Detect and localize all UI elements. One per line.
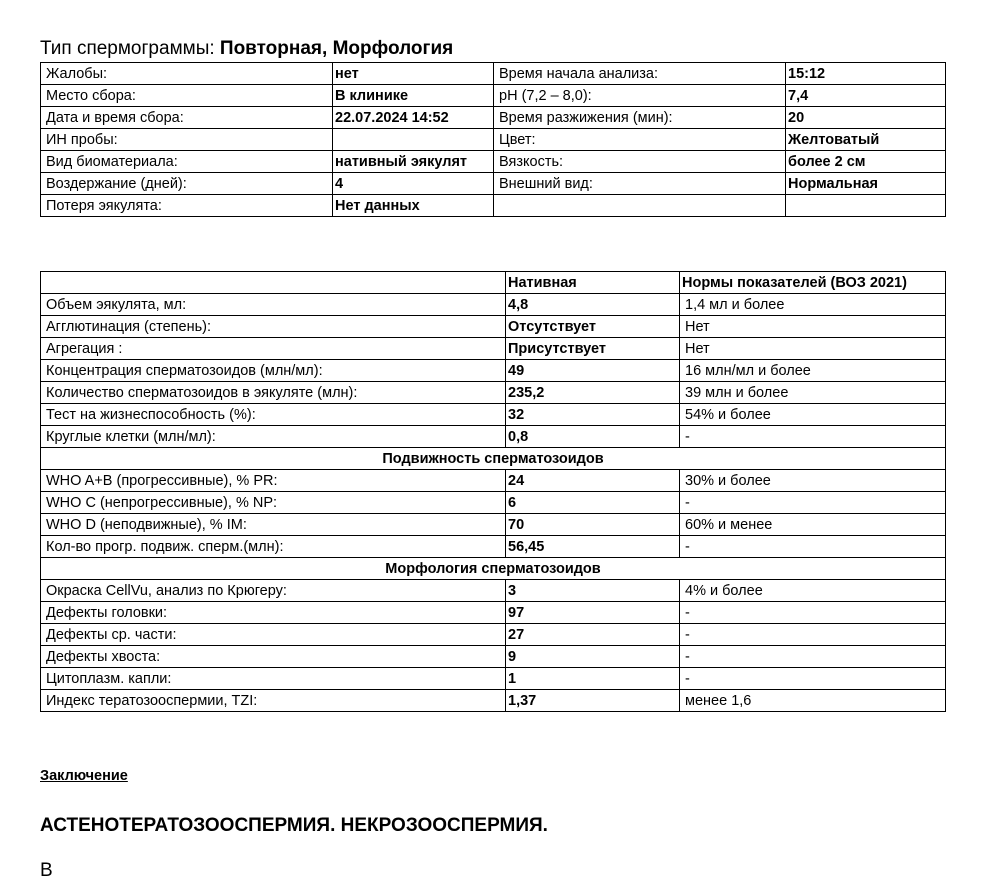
result-value: 1 bbox=[506, 668, 680, 690]
info-label-right: Цвет: bbox=[494, 129, 786, 151]
info-row bbox=[41, 151, 946, 173]
info-label-left: Воздержание (дней): bbox=[41, 173, 333, 195]
result-row bbox=[41, 404, 946, 426]
info-label-left: Место сбора: bbox=[41, 85, 333, 107]
info-row bbox=[41, 129, 946, 151]
info-label-left: Потеря эякулята: bbox=[41, 195, 333, 217]
result-row bbox=[41, 426, 946, 448]
result-row bbox=[41, 492, 946, 514]
section-row bbox=[41, 558, 946, 580]
info-value-right: 20 bbox=[786, 107, 946, 129]
info-label-right bbox=[494, 195, 786, 217]
info-label-right: pH (7,2 – 8,0): bbox=[494, 85, 786, 107]
result-norm: 54% и более bbox=[680, 404, 946, 426]
conclusion-text: АСТЕНОТЕРАТОЗООСПЕРМИЯ. НЕКРОЗООСПЕРМИЯ. bbox=[40, 815, 548, 836]
result-norm: - bbox=[680, 668, 946, 690]
result-label: WHO C (непрогрессивные), % NP: bbox=[41, 492, 506, 514]
result-norm: 60% и менее bbox=[680, 514, 946, 536]
info-value-right: более 2 см bbox=[786, 151, 946, 173]
result-value: Отсутствует bbox=[506, 316, 680, 338]
result-row bbox=[41, 316, 946, 338]
result-norm: - bbox=[680, 426, 946, 448]
result-norm: Нет bbox=[680, 338, 946, 360]
result-value: 32 bbox=[506, 404, 680, 426]
result-row bbox=[41, 580, 946, 602]
result-row bbox=[41, 382, 946, 404]
info-label-left: Вид биоматериала: bbox=[41, 151, 333, 173]
result-label: Дефекты головки: bbox=[41, 602, 506, 624]
result-label: WHO D (неподвижные), % IM: bbox=[41, 514, 506, 536]
info-value-left: нативный эякулят bbox=[333, 151, 494, 173]
result-norm: менее 1,6 bbox=[680, 690, 946, 712]
morphology-section-title: Морфология сперматозоидов bbox=[41, 558, 946, 580]
result-value: 0,8 bbox=[506, 426, 680, 448]
result-label: Круглые клетки (млн/мл): bbox=[41, 426, 506, 448]
result-label: Дефекты хвоста: bbox=[41, 646, 506, 668]
result-label: Количество сперматозоидов в эякуляте (млн): bbox=[41, 382, 506, 404]
info-row bbox=[41, 107, 946, 129]
result-norm: - bbox=[680, 536, 946, 558]
result-value: 56,45 bbox=[506, 536, 680, 558]
info-value-left: В клинике bbox=[333, 85, 494, 107]
info-label-left: ИН пробы: bbox=[41, 129, 333, 151]
info-value-left: Нет данных bbox=[333, 195, 494, 217]
result-value: 4,8 bbox=[506, 294, 680, 316]
result-row bbox=[41, 514, 946, 536]
title-value: Повторная, Морфология bbox=[219, 38, 454, 59]
result-value: 3 bbox=[506, 580, 680, 602]
col-native-header: Нативная bbox=[506, 272, 680, 294]
result-norm: 39 млн и более bbox=[680, 382, 946, 404]
result-row bbox=[41, 602, 946, 624]
info-label-left: Дата и время сбора: bbox=[41, 107, 333, 129]
result-row bbox=[41, 360, 946, 382]
conclusion-next-line: В bbox=[40, 860, 53, 881]
results-table bbox=[40, 271, 946, 712]
result-row bbox=[41, 470, 946, 492]
result-label: Индекс тератозооспермии, TZI: bbox=[41, 690, 506, 712]
result-label: Дефекты ср. части: bbox=[41, 624, 506, 646]
info-value-left: нет bbox=[333, 63, 494, 85]
result-row bbox=[41, 646, 946, 668]
result-value: 6 bbox=[506, 492, 680, 514]
page-title bbox=[40, 38, 453, 60]
result-norm: - bbox=[680, 492, 946, 514]
info-label-right: Время начала анализа: bbox=[494, 63, 786, 85]
result-norm: Нет bbox=[680, 316, 946, 338]
info-value-right: Нормальная bbox=[786, 173, 946, 195]
result-value: 235,2 bbox=[506, 382, 680, 404]
title-label: Тип спермограммы: bbox=[40, 38, 215, 59]
sample-info-table bbox=[40, 62, 946, 217]
result-row bbox=[41, 294, 946, 316]
result-value: 70 bbox=[506, 514, 680, 536]
info-value-right bbox=[786, 195, 946, 217]
info-label-left: Жалобы: bbox=[41, 63, 333, 85]
info-row bbox=[41, 85, 946, 107]
result-value: 97 bbox=[506, 602, 680, 624]
info-label-right: Вязкость: bbox=[494, 151, 786, 173]
results-header-row bbox=[41, 272, 946, 294]
info-value-left: 4 bbox=[333, 173, 494, 195]
result-value: Присутствует bbox=[506, 338, 680, 360]
info-value-right: 7,4 bbox=[786, 85, 946, 107]
result-value: 1,37 bbox=[506, 690, 680, 712]
results-header-empty bbox=[41, 272, 506, 294]
result-norm: - bbox=[680, 624, 946, 646]
info-value-right: 15:12 bbox=[786, 63, 946, 85]
result-label: WHO A+B (прогрессивные), % PR: bbox=[41, 470, 506, 492]
result-norm: - bbox=[680, 646, 946, 668]
result-label: Концентрация сперматозоидов (млн/мл): bbox=[41, 360, 506, 382]
result-value: 24 bbox=[506, 470, 680, 492]
result-label: Кол-во прогр. подвиж. сперм.(млн): bbox=[41, 536, 506, 558]
info-label-right: Внешний вид: bbox=[494, 173, 786, 195]
result-label: Объем эякулята, мл: bbox=[41, 294, 506, 316]
result-norm: 30% и более bbox=[680, 470, 946, 492]
result-label: Агрегация : bbox=[41, 338, 506, 360]
result-label: Цитоплазм. капли: bbox=[41, 668, 506, 690]
col-norms-header: Нормы показателей (ВОЗ 2021) bbox=[680, 272, 946, 294]
result-label: Окраска CellVu, анализ по Крюгеру: bbox=[41, 580, 506, 602]
result-norm: - bbox=[680, 602, 946, 624]
result-row bbox=[41, 624, 946, 646]
info-value-left: 22.07.2024 14:52 bbox=[333, 107, 494, 129]
section-row bbox=[41, 448, 946, 470]
result-value: 49 bbox=[506, 360, 680, 382]
info-row bbox=[41, 195, 946, 217]
result-norm: 16 млн/мл и более bbox=[680, 360, 946, 382]
result-norm: 1,4 мл и более bbox=[680, 294, 946, 316]
result-row bbox=[41, 536, 946, 558]
motility-section-title: Подвижность сперматозоидов bbox=[41, 448, 946, 470]
info-row bbox=[41, 173, 946, 195]
info-value-left bbox=[333, 129, 494, 151]
result-norm: 4% и более bbox=[680, 580, 946, 602]
result-row bbox=[41, 668, 946, 690]
info-label-right: Время разжижения (мин): bbox=[494, 107, 786, 129]
result-row bbox=[41, 338, 946, 360]
info-row bbox=[41, 63, 946, 85]
result-label: Тест на жизнеспособность (%): bbox=[41, 404, 506, 426]
result-value: 9 bbox=[506, 646, 680, 668]
result-row bbox=[41, 690, 946, 712]
result-value: 27 bbox=[506, 624, 680, 646]
info-value-right: Желтоватый bbox=[786, 129, 946, 151]
result-label: Агглютинация (степень): bbox=[41, 316, 506, 338]
conclusion-label: Заключение bbox=[40, 768, 128, 784]
